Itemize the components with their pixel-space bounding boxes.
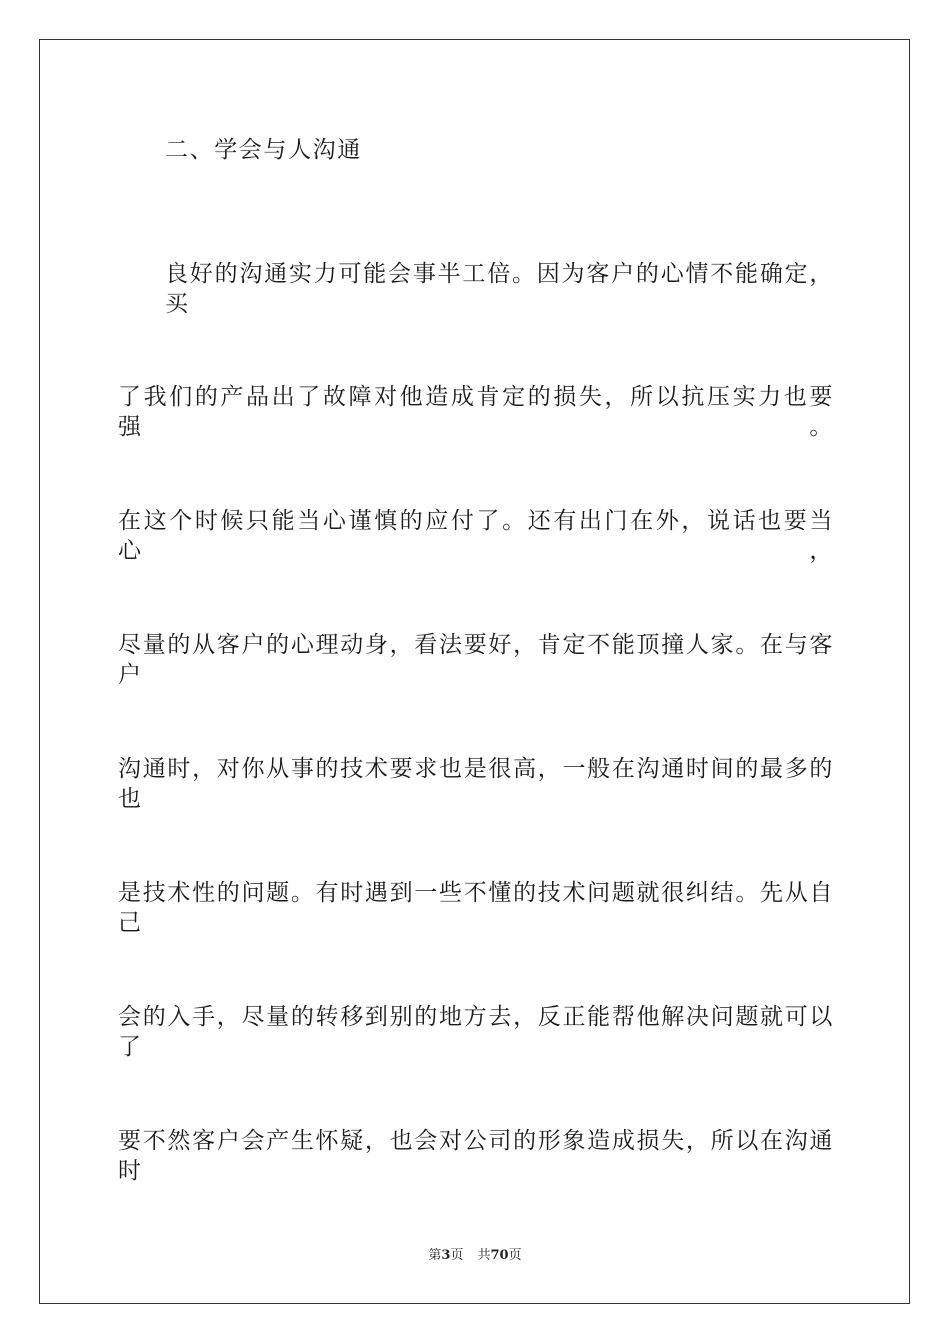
footer-page-number: 3: [441, 1248, 451, 1263]
section-heading: 二、学会与人沟通: [165, 137, 362, 163]
footer-total-prefix: 共: [477, 1248, 491, 1263]
footer-total-suffix: 页: [508, 1248, 522, 1263]
page-footer: [0, 1247, 950, 1265]
footer-page-prefix: 第: [428, 1248, 442, 1263]
paragraph-line-5: 沟通时，对你从事的技术要求也是很高，一般在沟通时间的最多的也: [118, 756, 834, 812]
paragraph-line-2: 了我们的产品出了故障对他造成肯定的损失，所以抗压实力也要强。: [118, 384, 834, 440]
paragraph-line-1: 良好的沟通实力可能会事半工倍。因为客户的心情不能确定，买: [165, 261, 834, 317]
paragraph-line-7: 会的入手，尽量的转移到别的地方去，反正能帮他解决问题就可以了: [118, 1004, 834, 1060]
paragraph-line-3: 在这个时候只能当心谨慎的应付了。还有出门在外，说话也要当心，: [118, 508, 834, 564]
paragraph-line-6: 是技术性的问题。有时遇到一些不懂的技术问题就很纠结。先从自己: [118, 880, 834, 936]
footer-page-suffix: 页: [450, 1248, 464, 1263]
paragraph-line-4: 尽量的从客户的心理动身，看法要好，肯定不能顶撞人家。在与客户: [118, 632, 834, 688]
footer-total-pages: 70: [490, 1248, 509, 1263]
paragraph-line-8: 要不然客户会产生怀疑，也会对公司的形象造成损失，所以在沟通时: [118, 1128, 834, 1184]
